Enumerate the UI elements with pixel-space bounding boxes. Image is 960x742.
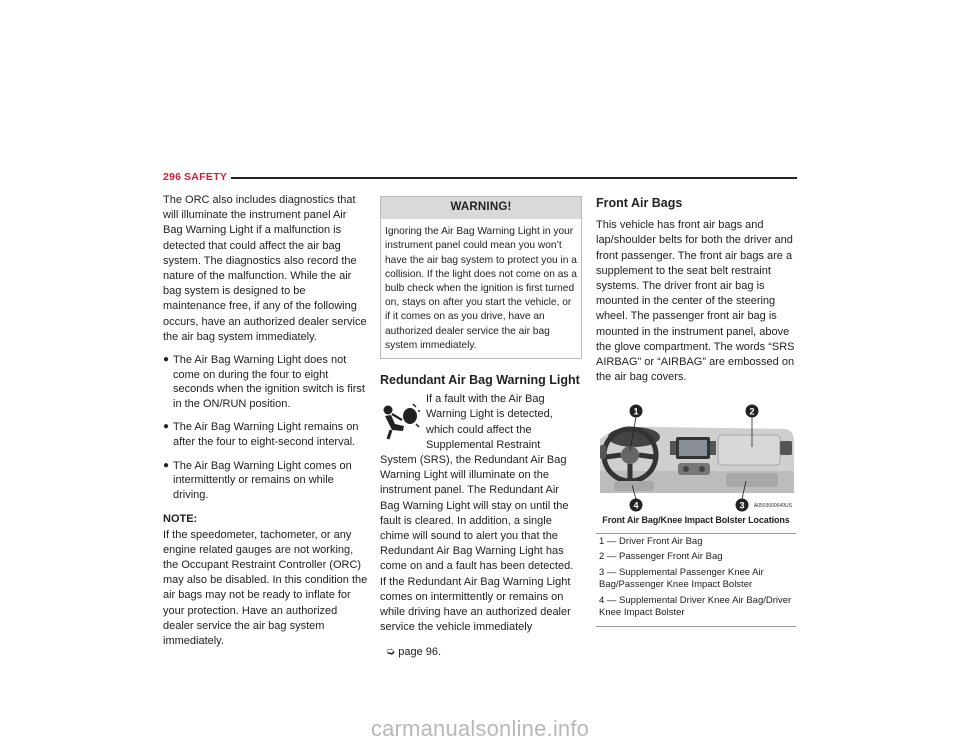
callout-2: 2 <box>749 406 755 417</box>
figure-caption: Front Air Bag/Knee Impact Bolster Locations <box>602 515 790 526</box>
legend-item: 4 — Supplemental Driver Knee Air Bag/Driver Knee Impact Bolster <box>599 594 792 619</box>
bullet-icon: ● <box>163 459 170 471</box>
list-item <box>163 459 368 503</box>
malfunction-list <box>163 353 368 502</box>
callout-3: 3 <box>739 500 745 511</box>
watermark: carmanualsonline.info <box>370 716 590 741</box>
note-text: If the speedometer, tachometer, or any engine related gauges are not working, the Occupant Restraint Controller (ORC) may also be disabled. In this condition the air bags may not be ready to inflate for your protection. Have an authorized dealer service the air bag system immediately. <box>163 528 368 647</box>
figure-legend <box>596 533 796 627</box>
list-item-text: The Air Bag Warning Light remains on after the four to eight-second interval. <box>173 421 359 448</box>
legend-item: 3 — Supplemental Passenger Knee Air Bag/Passenger Knee Impact Bolster <box>599 566 764 591</box>
bullet-icon: ● <box>163 421 170 433</box>
list-item-text: The Air Bag Warning Light comes on intermittently or remains on while driving. <box>173 459 352 501</box>
note-title: NOTE: <box>163 513 198 526</box>
redundant-body: If a fault with the Air Bag Warning Light is detected, which could affect the Supplemental Restraint System (SRS), the Redundant Air Bag Warning Light will illuminate on the instrument panel. The Redundant Air Bag Warning Light will stay on until the fault is cleared. In addition, a single chime will sound to alert you that the Redundant Air Bag Warning Light has come on and a fault has been detected. If the Redundant Air Bag Warning Light comes on intermittently or remains on while driving have an authorized dealer service the vehicle immediately <box>380 393 574 634</box>
warning-text: Ignoring the Air Bag Warning Light in your instrument panel could mean you won’t have the air bag system to protect you in a collision. If the light does not come on as a bulb check when the ignition is first turned on, stays on after you start the vehicle, or if it comes on as you drive, have an authorized dealer service the air bag system immediately. <box>385 226 577 351</box>
front-air-bags-body: This vehicle has front air bags and lap/shoulder belts for both the driver and front passenger. The front air bags are a supplement to the seat belt restraint systems. The driver front air bag is mounted in the center of the steering wheel. The passenger front air bag is mounted in the instrument panel, above the glove compartment. The words “SRS AIRBAG” or “AIRBAG” are embossed on the air bag covers. <box>596 219 795 384</box>
page-reference[interactable]: ➭ page 96. <box>386 646 442 659</box>
bullet-icon: ● <box>163 354 170 366</box>
column-right <box>596 196 796 627</box>
page-reference-text[interactable]: page 96. <box>398 646 442 659</box>
front-air-bags-heading: Front Air Bags <box>596 196 683 210</box>
header-rule <box>231 177 797 179</box>
page-header <box>163 170 797 184</box>
warning-box <box>380 196 582 359</box>
airbag-warning-icon <box>380 402 420 442</box>
callout-1: 1 <box>633 406 639 417</box>
dashboard-illustration <box>596 401 796 513</box>
column-middle <box>380 196 580 661</box>
page-number: 296 <box>163 171 182 183</box>
legend-item: 2 — Passenger Front Air Bag <box>599 551 723 563</box>
intro-paragraph: The ORC also includes diagnostics that will illuminate the instrument panel Air Bag Warning Light if a malfunction is detected that could affect the air bag system. The diagnostics also record the nature of the malfunction. While the air bag system is designed to be maintenance free, if any of the following occurs, have an authorized dealer service the air bag system immediately. <box>163 194 367 343</box>
list-item-text: The Air Bag Warning Light does not come on during the four to eight seconds when the ignition switch is first in the ON/RUN position. <box>173 354 365 410</box>
list-item <box>163 353 368 411</box>
callout-4: 4 <box>633 500 639 511</box>
redundant-section <box>380 392 580 635</box>
list-item <box>163 420 368 449</box>
section-title: SAFETY <box>184 171 228 183</box>
legend-item: 1 — Driver Front Air Bag <box>599 535 703 547</box>
warning-title: WARNING! <box>381 197 581 219</box>
image-code: A0503000649US <box>753 503 792 510</box>
redundant-heading: Redundant Air Bag Warning Light <box>380 373 580 388</box>
column-left <box>163 193 368 649</box>
dashboard-figure <box>596 401 796 513</box>
